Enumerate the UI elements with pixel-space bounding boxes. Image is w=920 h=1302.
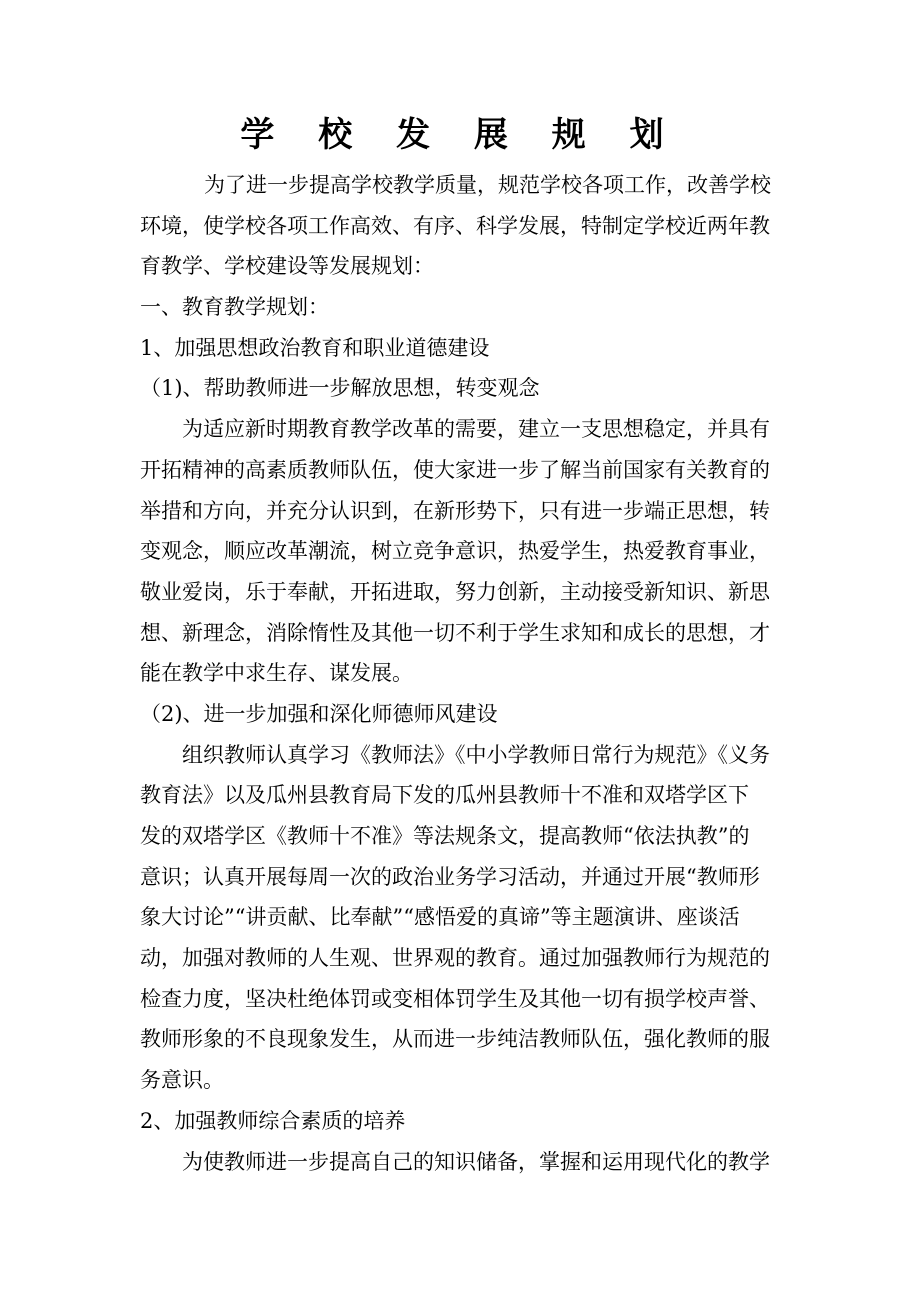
paragraph-line: 检查力度，坚决杜绝体罚或变相体罚学生及其他一切有损学校声誉、 bbox=[140, 986, 770, 1011]
paragraph-line: 环境，使学校各项工作高效、有序、科学发展，特制定学校近两年教 bbox=[140, 213, 770, 238]
subsection-heading: （2)、进一步加强和深化师德师风建设 bbox=[140, 701, 498, 726]
paragraph-line: 举措和方向，并充分认识到，在新形势下，只有进一步端正思想，转 bbox=[140, 498, 770, 523]
paragraph-line: 为使教师进一步提高自己的知识储备，掌握和运用现代化的教学 bbox=[182, 1149, 770, 1174]
paragraph-line: 意识；认真开展每周一次的政治业务学习活动，并通过开展“教师形 bbox=[140, 864, 760, 889]
paragraph-line: 能在教学中求生存、谋发展。 bbox=[140, 661, 413, 686]
subsection-heading: 2、加强教师综合素质的培养 bbox=[140, 1108, 406, 1133]
paragraph-line: 动，加强对教师的人生观、世界观的教育。通过加强教师行为规范的 bbox=[140, 946, 770, 971]
paragraph-line: 发的双塔学区《教师十不准》等法规条文，提高教师“依法执教”的 bbox=[140, 824, 750, 848]
paragraph-line: 象大讨论”“讲贡献、比奉献”“感悟爱的真谛”等主题演讲、座谈活 bbox=[140, 905, 740, 930]
paragraph-line: 教育法》以及瓜州县教育局下发的瓜州县教师十不准和双塔学区下 bbox=[140, 783, 749, 808]
paragraph-line: 组织教师认真学习《教师法》《中小学教师日常行为规范》《义务 bbox=[182, 742, 770, 767]
paragraph-line: 变观念，顺应改革潮流，树立竞争意识，热爱学生，热爱教育事业， bbox=[140, 539, 770, 564]
paragraph-line: 育教学、学校建设等发展规划： bbox=[140, 254, 434, 279]
paragraph-line: 为了进一步提高学校教学质量，规范学校各项工作，改善学校 bbox=[204, 173, 771, 197]
subsection-heading: （1)、帮助教师进一步解放思想，转变观念 bbox=[140, 376, 540, 401]
paragraph-line: 教师形象的不良现象发生，从而进一步纯洁教师队伍，强化教师的服 bbox=[140, 1027, 770, 1052]
paragraph-line: 开拓精神的高素质教师队伍，使大家进一步了解当前国家有关教育的 bbox=[140, 457, 770, 482]
subsection-heading: 1、加强思想政治教育和职业道德建设 bbox=[140, 335, 490, 360]
paragraph-line: 敬业爱岗，乐于奉献，开拓进取，努力创新，主动接受新知识、新思 bbox=[140, 579, 770, 604]
section-heading: 一、教育教学规划： bbox=[140, 295, 329, 320]
paragraph-line: 想、新理念，消除惰性及其他一切不利于学生求知和成长的思想，才 bbox=[140, 620, 770, 645]
document-body bbox=[140, 165, 800, 1182]
paragraph-line: 为适应新时期教育教学改革的需要，建立一支思想稳定，并具有 bbox=[182, 417, 770, 442]
document-title: 学 校 发 展 规 划 bbox=[240, 115, 680, 155]
paragraph-line: 务意识。 bbox=[140, 1068, 224, 1093]
